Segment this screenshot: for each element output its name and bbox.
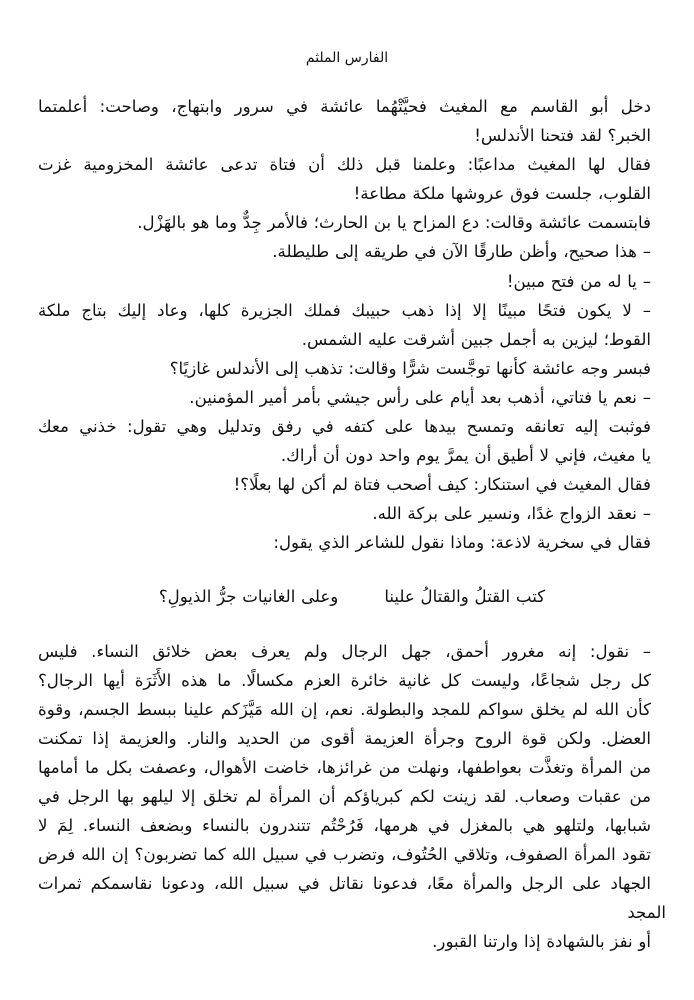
paragraph-aisha-smile (38, 208, 666, 237)
text-line: أو نفز بالشهادة إذا وارتنا القبور. (432, 932, 651, 952)
text-line: الخبر؟ لقد فتحنا الأندلس! (474, 126, 651, 146)
paragraph-dialogue-marriage (38, 499, 666, 528)
running-header-title: الفارس الملثم (305, 50, 389, 66)
text-line: العضل. ولكن قوة الروح وجرأة العزيمة أقوى من الحديد والنار. والعزيمة إذا تمكنت (38, 728, 651, 748)
text-line: فقال المغيث في استنكار: كيف أصحب فتاة لم أكن لها بعلًا؟! (233, 475, 651, 495)
text-line: دخل أبو القاسم مع المغيث فحيَّتْهُما عائشة في سرور وابتهاج، وصاحت: أعلمتما (38, 97, 651, 116)
text-line: فوثبت إليه تعانقه وتمسح بيدها على كتفه في رفق وتدليل وهي تقول: خذني معك (38, 417, 651, 437)
text-line: يا مغيث، فإني لا أطيق أن يمرَّ يوم واحد دون أن أراك. (280, 446, 651, 466)
text-line: القلوب، جلست فوق عروشها ملكة مطاعة! (353, 184, 651, 204)
text-line: كأن الله لم يخلق سواكم للمجد والبطولة. نعم، إن الله مَيَّزَكم علينا ببسط الجسم، وقوة (38, 699, 651, 719)
text-line: – يا له من فتح مبين! (506, 271, 651, 291)
text-line: فقال في سخرية لاذعة: وماذا نقول للشاعر الذي يقول: (273, 533, 651, 553)
verse-second-hemistich: وعلى الغانيات جرُّ الذيولِ؟ (158, 586, 339, 606)
paragraph-mughith-objection (38, 470, 666, 499)
text-line: الجهاد على الرجل والمرأة معًا، فدعونا نقاتل في سبيل الله، ودعونا نقاسمكم ثمرات المجد (38, 874, 666, 923)
text-line: من عقبات وصعاب. لقد زينت لكم كبرياؤكم أن المرأة لم تخلق إلا ليلهو بها الرجل في (38, 786, 651, 806)
text-line: تقود المرأة الصفوف، وتلاقي الحُتُوف، وتضرب في سبيل الله كما تضربون؟ إن الله فرض (38, 845, 651, 865)
paragraph-dialogue-crown (38, 296, 666, 354)
paragraph-dialogue-departure (38, 383, 666, 412)
text-line: كل رجل شجاعًا، وليست كل غانية خائرة العزم مكسالًا. ما هذه الأَثَرَة أيها الرجال؟ (38, 670, 651, 690)
text-line: القوط؛ ليزين به أجمل جبين أشرقت عليه الشمس. (301, 329, 651, 349)
text-line: فقال لها المغيث مداعبًا: وعلمنا قبل ذلك أن فتاة تدعى عائشة المخزومية غزت (38, 155, 651, 175)
text-line: – نعم يا فتاتي، أذهب بعد أيام على رأس جيشي بأمر أمير المؤمنين. (189, 387, 651, 407)
paragraph-aisha-worry (38, 354, 666, 383)
text-line: شبابها، ولتلهو هي بالمغزل في هرمها، فَرُحْتُم تتندرون بالنساء وبضعف النساء. لِمَ لا (38, 816, 651, 836)
verse-first-hemistich: كتب القتلُ والقتالُ علينا (384, 586, 546, 606)
text-line: – لا يكون فتحًا مبينًا إلا إذا ذهب حبيبك فملك الجزيرة كلها، وعاد إليك بتاج ملكة (38, 300, 651, 320)
paragraph-dialogue-conquest (38, 267, 666, 296)
paragraph-sarcasm (38, 528, 666, 557)
text-line: – نعقد الزواج غدًا، ونسير على بركة الله. (372, 504, 651, 524)
text-line: فابتسمت عائشة وقالت: دع المزاح يا بن الحارث؛ فالأمر جِدٌّ وما هو بالهَزْل. (137, 213, 651, 233)
chapter-body (38, 92, 666, 957)
text-line: من المرأة وتغذَّت بعواطفها، ونهلت من غرائزها، خاضت الأهوال، وعصفت بكل ما أمامها (38, 757, 651, 777)
poem-verse (38, 582, 666, 611)
text-line: – نقول: إنه مغرور أحمق، جهل الرجال ولم يعرف بعض خلائق النساء. فليس (38, 641, 651, 661)
paragraph-arrival (38, 92, 666, 150)
paragraph-aisha-speech (38, 637, 666, 957)
text-line: فبسر وجه عائشة كأنها توجَّست شرًّا وقالت: تذهب إلى الأندلس غازيًا؟ (169, 358, 651, 378)
paragraph-mughith-jest (38, 150, 666, 208)
paragraph-dialogue-tariq (38, 237, 666, 266)
paragraph-aisha-embrace (38, 412, 666, 470)
text-line: – هذا صحيح، وأظن طارقًا الآن في طريقه إلى طليطلة. (272, 242, 651, 262)
